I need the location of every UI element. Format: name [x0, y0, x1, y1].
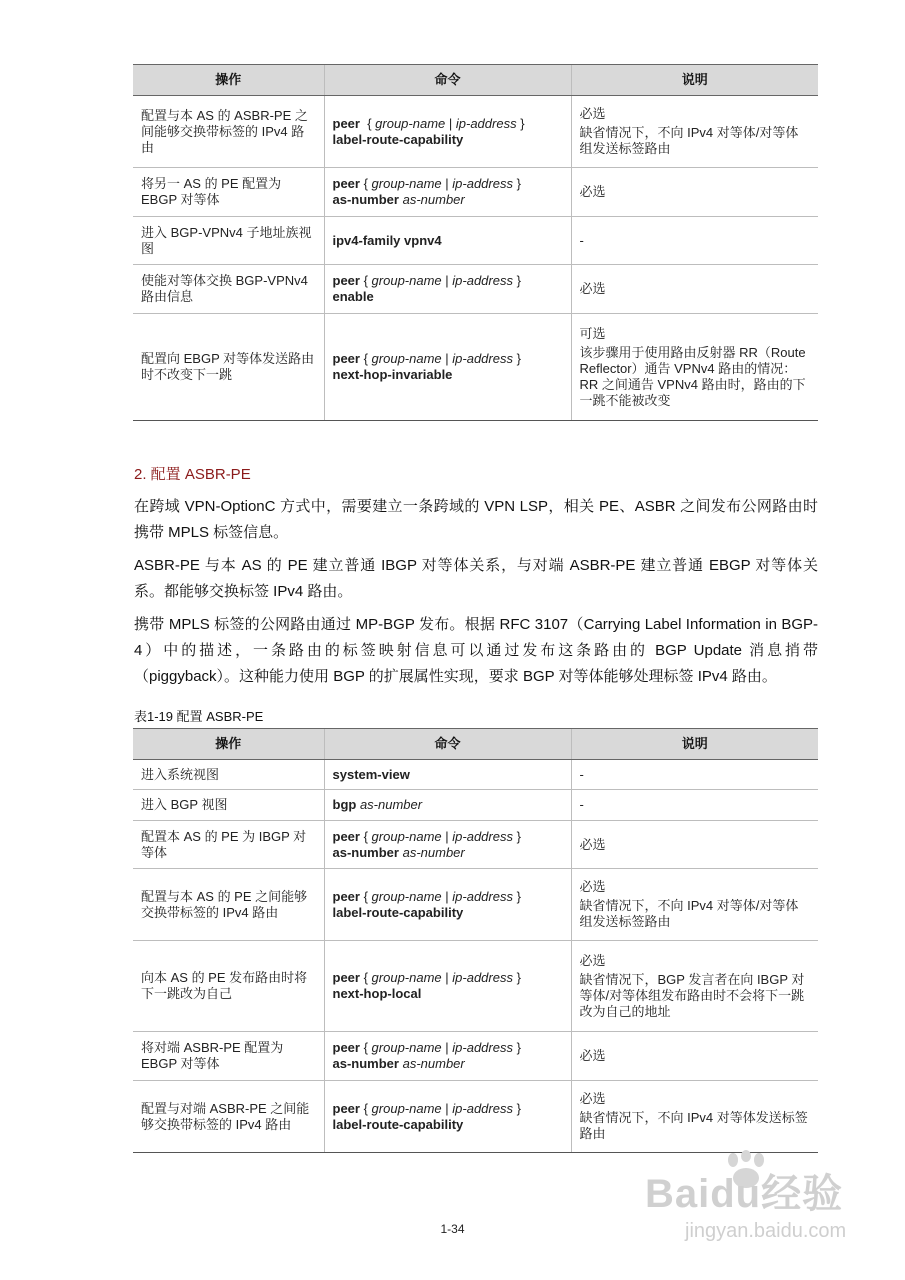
- command-keyword: as-number: [332, 192, 399, 207]
- command-keyword: label-route-capability: [332, 1116, 464, 1132]
- command-argument: as-number: [359, 797, 423, 812]
- command-cell: [324, 1081, 571, 1153]
- watermark-url: jingyan.baidu.com: [685, 1220, 847, 1242]
- command-line: [333, 289, 563, 305]
- description-line: 必选: [579, 1048, 606, 1063]
- command-line: [333, 797, 563, 813]
- command-syntax: }: [512, 351, 521, 366]
- command-syntax: }: [512, 273, 521, 288]
- table-row: [133, 869, 818, 941]
- command-syntax: {: [359, 351, 372, 366]
- table-row: [133, 760, 818, 790]
- description-line: -: [579, 797, 584, 812]
- command-syntax: |: [445, 115, 456, 131]
- command-argument: group-name: [375, 115, 446, 131]
- command-argument: ip-address: [452, 1100, 513, 1116]
- header-description: 说明: [571, 65, 818, 96]
- command-argument: ip-address: [452, 828, 513, 844]
- command-keyword: peer: [332, 176, 360, 191]
- description-cell: [571, 790, 818, 821]
- command-cell: [324, 217, 571, 265]
- description-line: 必选: [579, 184, 606, 199]
- command-keyword: peer: [332, 888, 360, 904]
- command-argument: ip-address: [452, 970, 513, 985]
- command-syntax: |: [441, 1100, 453, 1116]
- command-argument: group-name: [371, 351, 442, 366]
- command-syntax: {: [359, 888, 372, 904]
- command-cell: [324, 96, 571, 168]
- operation-cell: 进入 BGP-VPNv4 子地址族视图: [133, 217, 324, 265]
- command-keyword: peer: [332, 273, 360, 288]
- description-cell: [571, 96, 818, 168]
- config-table-2: [133, 728, 818, 1153]
- description-line: 必选: [579, 106, 606, 121]
- body-paragraph: ASBR-PE 与本 AS 的 PE 建立普通 IBGP 对等体关系，与对端 ASBR-PE 建立普通 EBGP 对等体关系。都能够交换标签 IPv4 路由。: [134, 557, 818, 600]
- command-argument: group-name: [371, 828, 442, 844]
- description-cell: [571, 821, 818, 869]
- description-cell: [571, 1081, 818, 1153]
- table-row: [133, 168, 818, 217]
- description-line: 必选: [579, 1091, 606, 1106]
- command-syntax: }: [512, 888, 521, 904]
- command-argument: as-number: [402, 192, 465, 207]
- command-syntax: |: [441, 888, 453, 904]
- description-cell: [571, 941, 818, 1032]
- command-line: [333, 970, 563, 986]
- description-cell: [571, 760, 818, 790]
- header-operation: 操作: [133, 65, 324, 96]
- description-line: 该步骤用于使用路由反射器 RR（Route Reflector）通告 VPNv4 路由的情况：RR 之间通告 VPNv4 路由时，路由的下一跳不能被改变: [579, 344, 806, 408]
- command-keyword: peer: [332, 351, 360, 366]
- operation-cell: 将对端 ASBR-PE 配置为 EBGP 对等体: [133, 1032, 324, 1081]
- operation-cell: 将另一 AS 的 PE 配置为 EBGP 对等体: [133, 168, 324, 217]
- command-line: [333, 351, 563, 367]
- command-line: [333, 233, 563, 249]
- command-argument: as-number: [402, 844, 465, 860]
- header-description: 说明: [571, 729, 818, 760]
- command-keyword: bgp: [332, 797, 357, 812]
- table-row: [133, 821, 818, 869]
- command-argument: ip-address: [452, 273, 513, 288]
- command-line: [333, 829, 563, 845]
- description-line: -: [579, 232, 584, 248]
- command-keyword: next-hop-local: [332, 986, 422, 1001]
- table-row: [133, 1032, 818, 1081]
- command-syntax: {: [359, 176, 372, 191]
- command-line: [333, 176, 563, 192]
- command-cell: [324, 1032, 571, 1081]
- command-syntax: }: [516, 115, 525, 131]
- command-keyword: peer: [332, 1040, 360, 1055]
- command-argument: ip-address: [452, 888, 513, 904]
- command-line: [333, 767, 563, 783]
- command-syntax: {: [359, 1040, 372, 1055]
- command-syntax: {: [359, 970, 372, 985]
- command-line: [333, 1040, 563, 1056]
- description-line: 缺省情况下，不向 IPv4 对等体/对等体组发送标签路由: [579, 125, 799, 156]
- description-line: 必选: [579, 879, 606, 894]
- command-keyword: label-route-capability: [332, 904, 464, 920]
- description-line: 缺省情况下，不向 IPv4 对等体发送标签路由: [579, 1110, 808, 1141]
- command-argument: group-name: [371, 1100, 442, 1116]
- table-row: [133, 314, 818, 421]
- description-line: 可选: [579, 325, 606, 341]
- description-line: -: [579, 766, 584, 782]
- watermark-brand: Baidu经验: [645, 1172, 844, 1216]
- table-row: [133, 790, 818, 821]
- description-line: 缺省情况下，BGP 发言者在向 IBGP 对等体/对等体组发布路由时不会将下一跳改为自己的地址: [579, 971, 805, 1019]
- command-syntax: |: [441, 828, 453, 844]
- command-line: [333, 1117, 563, 1133]
- table-header-row: [133, 65, 818, 96]
- command-argument: group-name: [371, 273, 442, 288]
- operation-cell: 配置与本 AS 的 ASBR-PE 之间能够交换带标签的 IPv4 路由: [133, 96, 324, 168]
- command-cell: [324, 760, 571, 790]
- body-paragraph: 在跨域 VPN-OptionC 方式中，需要建立一条跨域的 VPN LSP，相关 PE、ASBR 之间发布公网路由时携带 MPLS 标签信息。: [134, 498, 818, 541]
- command-keyword: peer: [332, 828, 360, 844]
- command-argument: as-number: [402, 1056, 465, 1071]
- baidu-watermark: [645, 1150, 885, 1260]
- command-keyword: enable: [332, 289, 374, 304]
- command-line: [333, 889, 563, 905]
- command-keyword: label-route-capability: [332, 131, 464, 147]
- command-line: [333, 367, 563, 383]
- operation-cell: 配置与本 AS 的 PE 之间能够交换带标签的 IPv4 路由: [133, 869, 324, 941]
- command-argument: ip-address: [452, 1040, 513, 1055]
- command-keyword: as-number: [332, 1056, 399, 1071]
- command-line: [333, 273, 563, 289]
- description-line: 必选: [579, 952, 606, 968]
- operation-cell: 使能对等体交换 BGP-VPNv4 路由信息: [133, 265, 324, 314]
- command-keyword: system-view: [332, 766, 410, 782]
- table-caption: 表1-19 配置 ASBR-PE: [134, 709, 264, 724]
- command-syntax: {: [359, 828, 372, 844]
- command-syntax: |: [441, 970, 453, 985]
- description-cell: [571, 168, 818, 217]
- command-syntax: }: [512, 1040, 521, 1055]
- operation-cell: 配置向 EBGP 对等体发送路由时不改变下一跳: [133, 314, 324, 421]
- command-syntax: {: [359, 273, 372, 288]
- table-row: [133, 265, 818, 314]
- command-syntax: |: [441, 351, 453, 366]
- command-line: [333, 905, 563, 921]
- command-argument: ip-address: [452, 176, 513, 191]
- command-line: [333, 192, 563, 208]
- command-cell: [324, 265, 571, 314]
- operation-cell: 配置与对端 ASBR-PE 之间能够交换带标签的 IPv4 路由: [133, 1081, 324, 1153]
- description-cell: [571, 869, 818, 941]
- command-keyword: as-number: [332, 844, 399, 860]
- table-row: [133, 941, 818, 1032]
- command-keyword: ipv4-family vpnv4: [332, 232, 442, 248]
- command-argument: group-name: [371, 176, 442, 191]
- command-cell: [324, 941, 571, 1032]
- command-line: [333, 1101, 563, 1117]
- operation-cell: 进入系统视图: [133, 760, 324, 790]
- command-keyword: peer: [332, 970, 360, 985]
- description-cell: [571, 314, 818, 421]
- command-syntax: }: [512, 176, 521, 191]
- header-operation: 操作: [133, 729, 324, 760]
- command-line: [333, 845, 563, 861]
- description-line: 必选: [579, 836, 606, 852]
- table-row: [133, 1081, 818, 1153]
- command-syntax: {: [359, 115, 376, 131]
- command-cell: [324, 821, 571, 869]
- command-cell: [324, 869, 571, 941]
- command-argument: group-name: [371, 970, 442, 985]
- operation-cell: 配置本 AS 的 PE 为 IBGP 对等体: [133, 821, 324, 869]
- description-line: 必选: [579, 281, 606, 296]
- operation-cell: 进入 BGP 视图: [133, 790, 324, 821]
- command-syntax: }: [512, 828, 521, 844]
- command-line: [333, 116, 563, 132]
- description-cell: [571, 265, 818, 314]
- command-syntax: |: [441, 1040, 453, 1055]
- command-cell: [324, 790, 571, 821]
- page-number: 1-34: [440, 1222, 465, 1236]
- command-line: [333, 1056, 563, 1072]
- command-syntax: {: [359, 1100, 372, 1116]
- command-cell: [324, 314, 571, 421]
- command-argument: group-name: [371, 888, 442, 904]
- command-keyword: next-hop-invariable: [332, 367, 453, 382]
- command-syntax: |: [441, 273, 453, 288]
- command-syntax: |: [441, 176, 453, 191]
- header-command: 命令: [324, 65, 571, 96]
- header-command: 命令: [324, 729, 571, 760]
- section-heading: 2. 配置 ASBR-PE: [134, 466, 251, 483]
- config-table-1: [133, 64, 818, 421]
- command-keyword: peer: [332, 115, 360, 131]
- table-row: [133, 217, 818, 265]
- command-line: [333, 132, 563, 148]
- table-row: [133, 96, 818, 168]
- command-argument: ip-address: [452, 351, 513, 366]
- description-cell: [571, 1032, 818, 1081]
- command-syntax: }: [512, 1100, 521, 1116]
- command-syntax: }: [512, 970, 521, 985]
- operation-cell: 向本 AS 的 PE 发布路由时将下一跳改为自己: [133, 941, 324, 1032]
- command-cell: [324, 168, 571, 217]
- command-keyword: peer: [332, 1100, 360, 1116]
- description-line: 缺省情况下，不向 IPv4 对等体/对等体组发送标签路由: [579, 898, 799, 929]
- body-paragraph: 携带 MPLS 标签的公网路由通过 MP-BGP 发布。根据 RFC 3107（Carrying Label Information in BGP-4）中的描述，一条路由的标签映射信息可以通过发布这条路由的 BGP Update 消息捎带（piggyback）。这种能力使用 BGP 的扩展属性实现，要求 BGP 对等体能够处理标签 IPv4 路由。: [134, 616, 818, 685]
- table-header-row: [133, 729, 818, 760]
- command-argument: group-name: [371, 1040, 442, 1055]
- command-line: [333, 986, 563, 1002]
- command-argument: ip-address: [455, 115, 517, 131]
- description-cell: [571, 217, 818, 265]
